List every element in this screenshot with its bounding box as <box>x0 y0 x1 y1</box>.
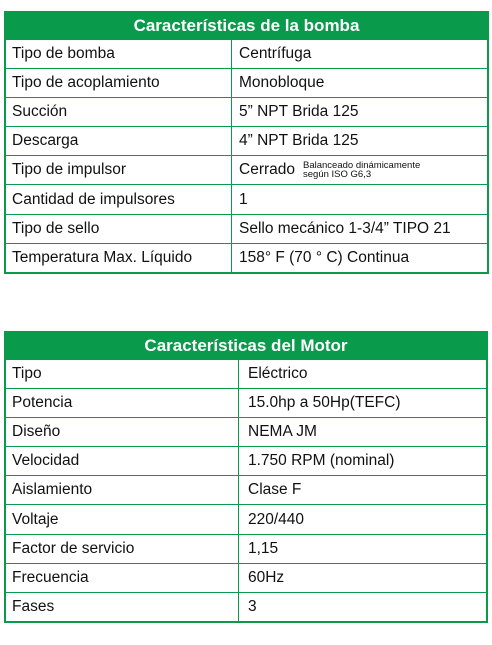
table-row <box>6 563 486 592</box>
motor-table-title: Características del Motor <box>6 333 486 359</box>
row-value: 15.0hp a 50Hp(TEFC) <box>248 394 401 412</box>
row-value: 158° F (70 ° C) Continua <box>239 248 410 266</box>
row-value: 1.750 RPM (nominal) <box>248 452 395 470</box>
row-label: Cantidad de impulsores <box>6 185 232 213</box>
table-row <box>6 534 486 563</box>
row-label: Tipo de bomba <box>6 40 232 68</box>
row-value: 1,15 <box>248 539 279 557</box>
row-label: Temperatura Max. Líquido <box>6 244 232 272</box>
table-row <box>6 475 486 504</box>
row-value: 60Hz <box>248 568 285 586</box>
row-value: NEMA JM <box>248 423 317 441</box>
row-value: 1 <box>239 190 248 208</box>
table-row <box>6 388 486 417</box>
row-value <box>232 156 487 184</box>
table-row <box>6 214 487 243</box>
row-label: Velocidad <box>6 447 239 475</box>
table-row <box>6 184 487 213</box>
table-row <box>6 417 486 446</box>
pump-characteristics-table <box>4 11 489 274</box>
row-label: Factor de servicio <box>6 535 239 563</box>
table-row <box>6 39 487 68</box>
row-value: Eléctrico <box>248 365 308 383</box>
table-row <box>6 155 487 184</box>
row-label: Tipo de impulsor <box>6 156 232 184</box>
row-label: Potencia <box>6 389 239 417</box>
row-value: 4” NPT Brida 125 <box>239 132 359 150</box>
row-label: Tipo de sello <box>6 215 232 243</box>
table-row <box>6 126 487 155</box>
table-row <box>6 243 487 272</box>
row-label: Aislamiento <box>6 476 239 504</box>
impeller-type-value: Cerrado <box>239 161 295 179</box>
row-label: Succión <box>6 98 232 126</box>
table-row <box>6 359 486 388</box>
table-row <box>6 446 486 475</box>
row-value: Clase F <box>248 481 302 499</box>
motor-characteristics-table <box>4 331 488 623</box>
row-value: 5” NPT Brida 125 <box>239 103 359 121</box>
row-label: Fases <box>6 593 239 621</box>
row-label: Descarga <box>6 127 232 155</box>
table-row <box>6 97 487 126</box>
row-label: Frecuencia <box>6 564 239 592</box>
row-value: Monobloque <box>239 74 325 92</box>
row-value: Centrífuga <box>239 45 312 63</box>
pump-table-title: Características de la bomba <box>6 13 487 39</box>
row-value: 220/440 <box>248 510 305 528</box>
row-value: Sello mecánico 1-3/4” TIPO 21 <box>239 219 451 237</box>
balancing-note-line1: Balanceado dinámicamente <box>303 160 421 172</box>
table-row <box>6 504 486 533</box>
row-value: 3 <box>248 597 257 615</box>
row-label: Voltaje <box>6 505 239 533</box>
balancing-note-line2: según ISO G6,3 <box>303 169 372 181</box>
row-label: Diseño <box>6 418 239 446</box>
table-row <box>6 592 486 621</box>
table-row <box>6 68 487 97</box>
row-label: Tipo de acoplamiento <box>6 69 232 97</box>
row-label: Tipo <box>6 360 239 388</box>
balancing-note <box>303 161 420 179</box>
